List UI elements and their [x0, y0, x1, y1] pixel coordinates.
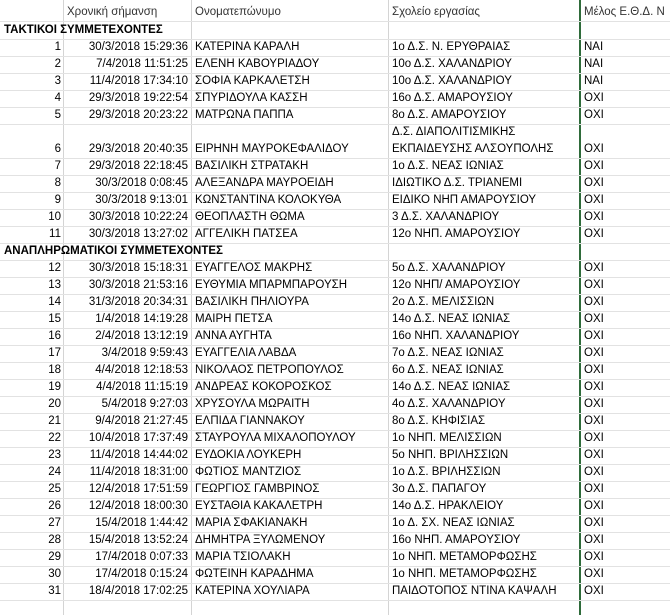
- timestamp-cell[interactable]: 30/3/2018 15:18:31: [88, 262, 188, 274]
- row-number-cell[interactable]: 30: [48, 568, 61, 580]
- name-cell[interactable]: ΜΑΤΡΩΝΑ ΠΑΠΠΑ: [195, 109, 294, 121]
- name-cell[interactable]: ΑΛΕΞΑΝΔΡΑ ΜΑΥΡΟΕΙΔΗ: [195, 177, 334, 189]
- school-cell[interactable]: 10ο Δ.Σ. ΧΑΛΑΝΔΡΙΟΥ: [392, 58, 512, 70]
- member-cell[interactable]: ΟΧΙ: [584, 330, 604, 342]
- row-number-cell[interactable]: 13: [48, 279, 61, 291]
- row-number-cell[interactable]: 9: [54, 194, 61, 206]
- row-number-cell[interactable]: 27: [48, 517, 61, 529]
- timestamp-cell[interactable]: 29/3/2018 22:18:45: [88, 160, 188, 172]
- row-number-cell[interactable]: 31: [48, 585, 61, 597]
- section-header[interactable]: ΑΝΑΠΛΗΡΩΜΑΤΙΚΟΙ ΣΥΜΜΕΤΕΧΟΝΤΕΣ: [4, 245, 223, 257]
- header-member[interactable]: Μέλος Ε.Θ.Δ. Ν: [584, 6, 665, 18]
- name-cell[interactable]: ΦΩΤΙΟΣ ΜΑΝΤΖΙΟΣ: [195, 466, 302, 478]
- row-number-cell[interactable]: 21: [48, 415, 61, 427]
- timestamp-cell[interactable]: 30/3/2018 10:22:24: [88, 211, 188, 223]
- timestamp-cell[interactable]: 2/4/2018 13:12:19: [95, 330, 188, 342]
- name-cell[interactable]: ΔΗΜΗΤΡΑ ΞΥΛΩΜΕΝΟΥ: [195, 534, 326, 546]
- member-cell[interactable]: ΟΧΙ: [584, 432, 604, 444]
- row-number-cell[interactable]: 10: [48, 211, 61, 223]
- member-cell[interactable]: ΟΧΙ: [584, 398, 604, 410]
- member-cell[interactable]: ΟΧΙ: [584, 364, 604, 376]
- row-number-cell[interactable]: 7: [54, 160, 61, 172]
- timestamp-cell[interactable]: 17/4/2018 0:07:33: [95, 551, 188, 563]
- member-cell[interactable]: ΟΧΙ: [584, 534, 604, 546]
- row-number-cell[interactable]: 1: [54, 41, 61, 53]
- member-cell[interactable]: ΟΧΙ: [584, 194, 604, 206]
- header-timestamp[interactable]: Χρονική σήμανση: [67, 6, 158, 18]
- row-number-cell[interactable]: 6: [54, 143, 61, 155]
- school-cell[interactable]: 12ο ΝΗΠ. ΑΜΑΡΟΥΣΙΟΥ: [392, 228, 521, 240]
- row-divider: [0, 600, 670, 601]
- member-cell[interactable]: ΟΧΙ: [584, 466, 604, 478]
- member-cell[interactable]: ΟΧΙ: [584, 313, 604, 325]
- timestamp-cell[interactable]: 12/4/2018 17:51:59: [88, 483, 188, 495]
- school-cell[interactable]: 1ο Δ.Σ. ΝΕΑΣ ΙΩΝΙΑΣ: [392, 160, 504, 172]
- name-cell[interactable]: ΝΙΚΟΛΑΟΣ ΠΕΤΡΟΠΟΥΛΟΣ: [195, 364, 344, 376]
- name-cell[interactable]: ΒΑΣΙΛΙΚΗ ΠΗΛΙΟΥΡΑ: [195, 296, 309, 308]
- member-cell[interactable]: ΟΧΙ: [584, 160, 604, 172]
- school-cell[interactable]: 1ο ΝΗΠ. ΜΕΛΙΣΣΙΩΝ: [392, 432, 502, 444]
- timestamp-cell[interactable]: 5/4/2018 9:27:03: [101, 398, 188, 410]
- timestamp-cell[interactable]: 30/3/2018 13:27:02: [88, 228, 188, 240]
- member-cell[interactable]: ΟΧΙ: [584, 381, 604, 393]
- header-name[interactable]: Ονοματεπώνυμο: [195, 6, 281, 18]
- school-cell[interactable]: 16ο ΝΗΠ. ΑΜΑΡΟΥΣΙΟΥ: [392, 534, 521, 546]
- member-cell[interactable]: ΟΧΙ: [584, 415, 604, 427]
- name-cell[interactable]: ΑΝΝΑ ΑΥΓΗΤΑ: [195, 330, 272, 342]
- column-divider: [388, 0, 389, 615]
- school-cell-line1[interactable]: Δ.Σ. ΔΙΑΠΟΛΙΤΙΣΜΙΚΗΣ: [392, 126, 516, 138]
- timestamp-cell[interactable]: 15/4/2018 1:44:42: [95, 517, 188, 529]
- timestamp-cell[interactable]: 4/4/2018 12:18:53: [95, 364, 188, 376]
- member-cell[interactable]: ΟΧΙ: [584, 228, 604, 240]
- timestamp-cell[interactable]: 4/4/2018 11:15:19: [96, 381, 188, 393]
- timestamp-cell[interactable]: 10/4/2018 17:37:49: [88, 432, 188, 444]
- school-cell[interactable]: 1ο Δ.Σ. ΒΡΙΛΗΣΣΙΩΝ: [392, 466, 501, 478]
- timestamp-cell[interactable]: 17/4/2018 0:15:24: [95, 568, 188, 580]
- row-number-cell[interactable]: 5: [54, 109, 61, 121]
- timestamp-cell[interactable]: 30/3/2018 9:13:01: [95, 194, 188, 206]
- school-cell[interactable]: 16ο ΝΗΠ. ΧΑΛΑΝΔΡΙΟΥ: [392, 330, 520, 342]
- school-cell[interactable]: 1ο Δ. ΣΧ. ΝΕΑΣ ΙΩΝΙΑΣ: [392, 517, 515, 529]
- name-cell[interactable]: ΘΕΟΠΛΑΣΤΗ ΘΩΜΑ: [195, 211, 305, 223]
- school-cell[interactable]: 14ο Δ.Σ. ΝΕΑΣ ΙΩΝΙΑΣ: [392, 381, 511, 393]
- member-cell[interactable]: ΟΧΙ: [584, 500, 604, 512]
- timestamp-cell[interactable]: 31/3/2018 20:34:31: [88, 296, 188, 308]
- timestamp-cell[interactable]: 3/4/2018 9:59:43: [101, 347, 188, 359]
- row-number-cell[interactable]: 15: [48, 313, 61, 325]
- timestamp-cell[interactable]: 30/3/2018 0:08:45: [95, 177, 188, 189]
- school-cell[interactable]: 1ο ΝΗΠ. ΜΕΤΑΜΟΡΦΩΣΗΣ: [392, 551, 537, 563]
- name-cell[interactable]: ΕΥΑΓΓΕΛΙΑ ΛΑΒΔΑ: [195, 347, 297, 359]
- row-number-cell[interactable]: 14: [48, 296, 61, 308]
- member-cell[interactable]: ΟΧΙ: [584, 109, 604, 121]
- name-cell[interactable]: ΜΑΡΙΑ ΤΣΙΟΛΑΚΗ: [195, 551, 291, 563]
- name-cell[interactable]: ΕΥΑΓΓΕΛΟΣ ΜΑΚΡΗΣ: [195, 262, 313, 274]
- school-cell[interactable]: 14ο Δ.Σ. ΝΕΑΣ ΙΩΝΙΑΣ: [392, 313, 511, 325]
- name-cell[interactable]: ΣΤΑΥΡΟΥΛΑ ΜΙΧΑΛΟΠΟΥΛΟΥ: [195, 432, 356, 444]
- name-cell[interactable]: ΚΑΤΕΡΙΝΑ ΚΑΡΑΛΗ: [195, 41, 300, 53]
- member-cell[interactable]: ΝΑΙ: [584, 75, 604, 87]
- member-cell[interactable]: ΟΧΙ: [584, 296, 604, 308]
- name-cell[interactable]: ΚΩΝΣΤΑΝΤΙΝΑ ΚΟΛΟΚΥΘΑ: [195, 194, 342, 206]
- header-school[interactable]: Σχολείο εργασίας: [392, 6, 480, 18]
- school-cell[interactable]: 2ο Δ.Σ. ΜΕΛΙΣΣΙΩΝ: [392, 296, 495, 308]
- school-cell[interactable]: 1ο ΝΗΠ. ΜΕΤΑΜΟΡΦΩΣΗΣ: [392, 568, 537, 580]
- member-cell[interactable]: ΟΧΙ: [584, 347, 604, 359]
- name-cell[interactable]: ΚΑΤΕΡΙΝΑ ΧΟΥΛΙΑΡΑ: [195, 585, 310, 597]
- row-number-cell[interactable]: 22: [48, 432, 61, 444]
- row-number-cell[interactable]: 20: [48, 398, 61, 410]
- name-cell[interactable]: ΜΑΙΡΗ ΠΕΤΣΑ: [195, 313, 273, 325]
- school-cell[interactable]: ΕΙΔΙΚΟ ΝΗΠ ΑΜΑΡΟΥΣΙΟΥ: [392, 194, 537, 206]
- row-divider: [0, 124, 670, 125]
- school-cell[interactable]: ΙΔΙΩΤΙΚΟ Δ.Σ. ΤΡΙΑΝΕΜΙ: [392, 177, 523, 189]
- school-cell[interactable]: 4ο Δ.Σ. ΧΑΛΑΝΔΡΙΟΥ: [392, 398, 506, 410]
- name-cell[interactable]: ΕΥΘΥΜΙΑ ΜΠΑΡΜΠΑΡΟΥΣΗ: [195, 279, 348, 291]
- row-number-cell[interactable]: 25: [48, 483, 61, 495]
- school-cell[interactable]: 5ο Δ.Σ. ΧΑΛΑΝΔΡΙΟΥ: [392, 262, 506, 274]
- row-number-cell[interactable]: 3: [54, 75, 61, 87]
- member-cell[interactable]: ΟΧΙ: [584, 585, 604, 597]
- name-cell[interactable]: ΦΩΤΕΙΝΗ ΚΑΡΑΔΗΜΑ: [195, 568, 314, 580]
- timestamp-cell[interactable]: 11/4/2018 17:34:10: [89, 75, 188, 87]
- school-cell[interactable]: ΕΚΠΑΙΔΕΥΣΗΣ ΑΛΣΟΥΠΟΛΗΣ: [392, 143, 554, 155]
- school-cell[interactable]: 3ο Δ.Σ. ΠΑΠΑΓΟΥ: [392, 483, 487, 495]
- timestamp-cell[interactable]: 29/3/2018 20:40:35: [88, 143, 188, 155]
- school-cell[interactable]: 3 Δ.Σ. ΧΑΛΑΝΔΡΙΟΥ: [392, 211, 500, 223]
- member-cell[interactable]: ΟΧΙ: [584, 211, 604, 223]
- row-number-cell[interactable]: 2: [54, 58, 61, 70]
- member-cell[interactable]: ΝΑΙ: [584, 58, 604, 70]
- timestamp-cell[interactable]: 12/4/2018 18:00:30: [88, 500, 188, 512]
- row-number-cell[interactable]: 28: [48, 534, 61, 546]
- name-cell[interactable]: ΣΠΥΡΙΔΟΥΛΑ ΚΑΣΣΗ: [195, 92, 308, 104]
- school-cell[interactable]: 8ο Δ.Σ. ΚΗΦΙΣΙΑΣ: [392, 415, 486, 427]
- member-cell[interactable]: ΝΑΙ: [584, 41, 604, 53]
- row-number-cell[interactable]: 12: [48, 262, 61, 274]
- school-cell[interactable]: 5ο ΝΗΠ. ΒΡΙΛΗΣΣΙΩΝ: [392, 449, 509, 461]
- school-cell[interactable]: 16ο Δ.Σ. ΑΜΑΡΟΥΣΙΟΥ: [392, 92, 513, 104]
- member-cell[interactable]: ΟΧΙ: [584, 517, 604, 529]
- freeze-pane-line: [579, 0, 581, 615]
- row-number-cell[interactable]: 19: [48, 381, 61, 393]
- timestamp-cell[interactable]: 29/3/2018 20:23:22: [88, 109, 188, 121]
- name-cell[interactable]: ΕΥΔΟΚΙΑ ΛΟΥΚΕΡΗ: [195, 449, 302, 461]
- row-number-cell[interactable]: 26: [48, 500, 61, 512]
- row-number-cell[interactable]: 17: [48, 347, 61, 359]
- member-cell[interactable]: ΟΧΙ: [584, 177, 604, 189]
- member-cell[interactable]: ΟΧΙ: [584, 568, 604, 580]
- row-number-cell[interactable]: 24: [48, 466, 61, 478]
- row-number-cell[interactable]: 29: [48, 551, 61, 563]
- row-number-cell[interactable]: 23: [48, 449, 61, 461]
- timestamp-cell[interactable]: 1/4/2018 14:19:28: [95, 313, 188, 325]
- member-cell[interactable]: ΟΧΙ: [584, 551, 604, 563]
- name-cell[interactable]: ΓΕΩΡΓΙΟΣ ΓΑΜΒΡΙΝΟΣ: [195, 483, 320, 495]
- name-cell[interactable]: ΑΓΓΕΛΙΚΗ ΠΑΤΣΕΑ: [195, 228, 298, 240]
- school-cell[interactable]: 12ο ΝΗΠ/ ΑΜΑΡΟΥΣΙΟΥ: [392, 279, 521, 291]
- name-cell[interactable]: ΑΝΔΡΕΑΣ ΚΟΚΟΡΟΣΚΟΣ: [195, 381, 332, 393]
- name-cell[interactable]: ΒΑΣΙΛΙΚΗ ΣΤΡΑΤΑΚΗ: [195, 160, 309, 172]
- member-cell[interactable]: ΟΧΙ: [584, 92, 604, 104]
- row-number-cell[interactable]: 18: [48, 364, 61, 376]
- name-cell[interactable]: ΣΟΦΙΑ ΚΑΡΚΑΛΕΤΣΗ: [195, 75, 310, 87]
- member-cell[interactable]: ΟΧΙ: [584, 449, 604, 461]
- name-cell[interactable]: ΕΛΕΝΗ ΚΑΒΟΥΡΙΑΔΟΥ: [195, 58, 320, 70]
- timestamp-cell[interactable]: 11/4/2018 18:31:00: [89, 466, 188, 478]
- name-cell[interactable]: ΕΙΡΗΝΗ ΜΑΥΡΟΚΕΦΑΛΙΔΟΥ: [195, 143, 349, 155]
- school-cell[interactable]: 8ο Δ.Σ. ΑΜΑΡΟΥΣΙΟΥ: [392, 109, 507, 121]
- timestamp-cell[interactable]: 9/4/2018 21:27:45: [95, 415, 188, 427]
- name-cell[interactable]: ΧΡΥΣΟΥΛΑ ΜΩΡΑΙΤΗ: [195, 398, 310, 410]
- school-cell[interactable]: 7ο Δ.Σ. ΝΕΑΣ ΙΩΝΙΑΣ: [392, 347, 504, 359]
- member-cell[interactable]: ΟΧΙ: [584, 143, 604, 155]
- school-cell[interactable]: 10ο Δ.Σ. ΧΑΛΑΝΔΡΙΟΥ: [392, 75, 512, 87]
- school-cell[interactable]: 14ο Δ.Σ. ΗΡΑΚΛΕΙΟΥ: [392, 500, 504, 512]
- member-cell[interactable]: ΟΧΙ: [584, 262, 604, 274]
- timestamp-cell[interactable]: 30/3/2018 15:29:36: [88, 41, 188, 53]
- timestamp-cell[interactable]: 15/4/2018 13:52:24: [88, 534, 188, 546]
- member-cell[interactable]: ΟΧΙ: [584, 483, 604, 495]
- timestamp-cell[interactable]: 30/3/2018 21:53:16: [88, 279, 188, 291]
- row-number-cell[interactable]: 11: [49, 228, 61, 240]
- name-cell[interactable]: ΕΛΠΙΔΑ ΓΙΑΝΝΑΚΟΥ: [195, 415, 305, 427]
- section-header[interactable]: ΤΑΚΤΙΚΟΙ ΣΥΜΜΕΤΕΧΟΝΤΕΣ: [4, 24, 163, 36]
- school-cell[interactable]: 6ο Δ.Σ. ΝΕΑΣ ΙΩΝΙΑΣ: [392, 364, 504, 376]
- member-cell[interactable]: ΟΧΙ: [584, 279, 604, 291]
- timestamp-cell[interactable]: 7/4/2018 11:51:25: [96, 58, 188, 70]
- row-number-cell[interactable]: 16: [48, 330, 61, 342]
- name-cell[interactable]: ΕΥΣΤΑΘΙΑ ΚΑΚΑΛΕΤΡΗ: [195, 500, 323, 512]
- timestamp-cell[interactable]: 18/4/2018 17:02:25: [88, 585, 188, 597]
- column-divider: [191, 0, 192, 615]
- school-cell[interactable]: ΠΑΙΔΟΤΟΠΟΣ ΝΤΙΝΑ ΚΑΨΑΛΗ: [392, 585, 557, 597]
- row-number-cell[interactable]: 8: [54, 177, 61, 189]
- name-cell[interactable]: ΜΑΡΙΑ ΣΦΑΚΙΑΝΑΚΗ: [195, 517, 308, 529]
- school-cell[interactable]: 1ο Δ.Σ. Ν. ΕΡΥΘΡΑΙΑΣ: [392, 41, 511, 53]
- row-number-cell[interactable]: 4: [54, 92, 61, 104]
- timestamp-cell[interactable]: 11/4/2018 14:44:02: [89, 449, 188, 461]
- timestamp-cell[interactable]: 29/3/2018 19:22:54: [88, 92, 188, 104]
